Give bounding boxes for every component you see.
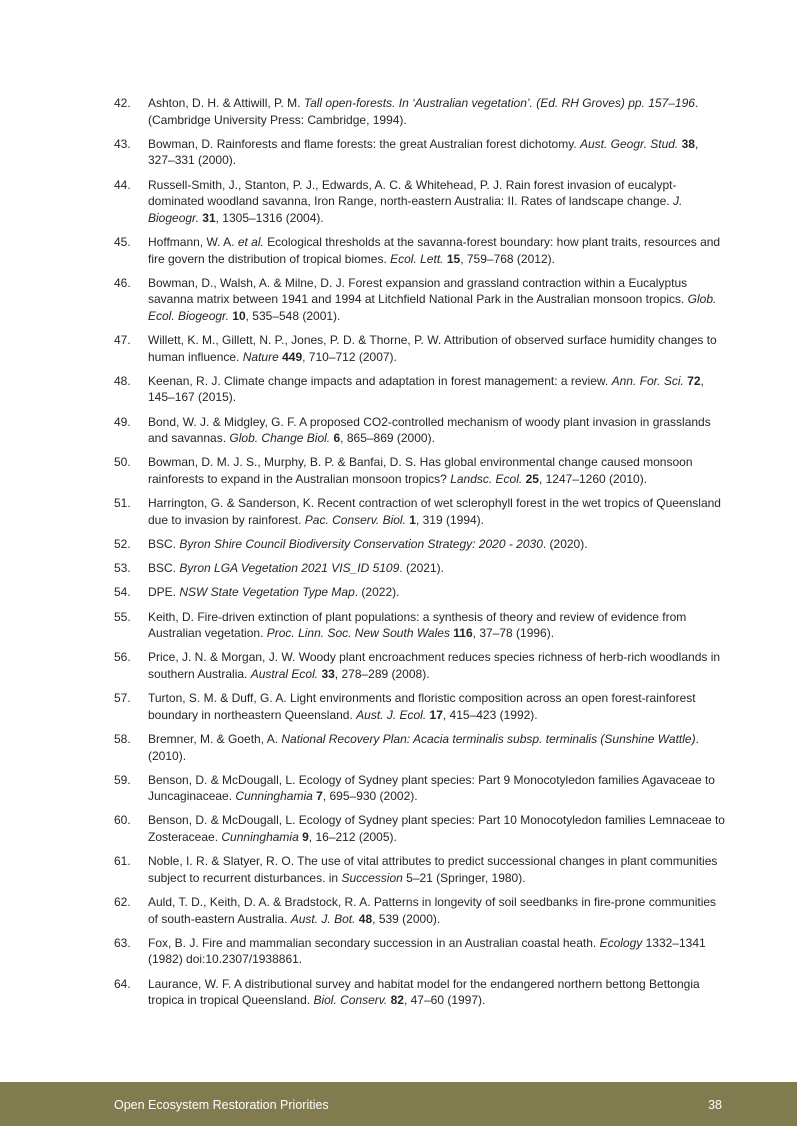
reference-text (148, 853, 726, 886)
reference-number: 59. (114, 772, 131, 787)
reference-italic: J. Biogeogr. (148, 194, 683, 225)
reference-text (148, 275, 726, 325)
reference-number: 58. (114, 731, 131, 746)
reference-volume: 6 (333, 431, 341, 446)
reference-italic: National Recovery Plan: Acacia terminalis subsp. terminalis (Sunshine Wattle) (281, 731, 696, 746)
reference-text (148, 454, 726, 487)
reference-volume: 7 (316, 789, 323, 804)
reference-text (148, 536, 726, 553)
reference-volume: 48 (358, 911, 373, 926)
reference-text (148, 560, 726, 577)
reference-segment: Fox, B. J. Fire and mammalian secondary succession in an Australian coastal heath. (148, 935, 600, 950)
reference-segment: 5–21 (Springer, 1980). (402, 870, 526, 885)
reference-italic: Aust. Geogr. Stud. (579, 136, 679, 151)
reference-segment: DPE. (148, 585, 180, 600)
reference-segment: , 535–548 (2001). (245, 308, 341, 323)
reference-item (114, 560, 726, 577)
reference-item (114, 373, 726, 406)
reference-segment: Hoffmann, W. A. (148, 234, 238, 249)
reference-segment: Noble, I. R. & Slatyer, R. O. The use of vital attributes to predict successional changes in plant communities subject to recurrent disturbances. in (148, 854, 718, 885)
reference-text (148, 731, 726, 764)
reference-segment: Bowman, D. Rainforests and flame forests: the great Australian forest dichotomy. (148, 136, 580, 151)
reference-item (114, 609, 726, 642)
reference-item (114, 332, 726, 365)
reference-volume: 449 (282, 349, 303, 364)
reference-segment: , 710–712 (2007). (302, 349, 397, 364)
reference-segment: Bremner, M. & Goeth, A. (148, 731, 282, 746)
reference-text (148, 609, 726, 642)
reference-text (148, 976, 726, 1009)
reference-item (114, 177, 726, 227)
reference-item (114, 772, 726, 805)
reference-number: 50. (114, 455, 131, 470)
reference-text (148, 373, 726, 406)
reference-segment: , 16–212 (2005). (308, 830, 397, 845)
reference-segment: , 539 (2000). (372, 911, 441, 926)
reference-text (148, 649, 726, 682)
reference-segment: Laurance, W. F. A distributional survey and habitat model for the endangered northern bettong Bettongia tropica in tropical Queensland. (148, 976, 700, 1008)
reference-text (148, 772, 726, 805)
reference-number: 62. (114, 895, 131, 910)
reference-text (148, 177, 726, 227)
reference-number: 61. (114, 854, 131, 869)
reference-item (114, 935, 726, 968)
page-number: 38 (708, 1098, 722, 1112)
reference-segment: . (2010). (148, 731, 699, 763)
reference-italic: Aust. J. Bot. (290, 911, 356, 926)
reference-item (114, 495, 726, 528)
reference-item (114, 812, 726, 845)
page-footer (0, 1082, 797, 1126)
reference-italic: Aust. J. Ecol. (356, 707, 427, 722)
reference-item (114, 275, 726, 325)
reference-item (114, 690, 726, 723)
reference-text (148, 812, 726, 845)
reference-volume: 72 (687, 373, 701, 388)
reference-segment: , 37–78 (1996). (472, 626, 555, 641)
reference-segment: , 327–331 (2000). (148, 136, 699, 168)
reference-italic: Ecol. Lett. (390, 251, 444, 266)
reference-segment: Harrington, G. & Sanderson, K. Recent contraction of wet sclerophyll forest in the wet tropics of Queensland due to invasion by rainforest. (148, 496, 721, 527)
reference-italic: Ecology (599, 935, 643, 950)
reference-volume: 82 (390, 993, 404, 1008)
reference-text (148, 95, 726, 128)
reference-text (148, 894, 726, 927)
reference-volume: 10 (232, 308, 246, 323)
reference-italic: Glob. Ecol. Biogeogr. (148, 292, 717, 323)
reference-segment: Willett, K. M., Gillett, N. P., Jones, P. D. & Thorne, P. W. Attribution of observed surface humidity changes to human influence. (148, 333, 717, 364)
reference-volume: 38 (681, 136, 695, 151)
reference-italic: NSW State Vegetation Type Map (179, 585, 355, 600)
reference-italic: Pac. Conserv. Biol. (304, 512, 406, 527)
reference-segment: Bond, W. J. & Midgley, G. F. A proposed CO2-controlled mechanism of woody plant invasion in grasslands and savannas. (148, 414, 711, 446)
reference-number: 57. (114, 691, 131, 706)
reference-segment: Bowman, D., Walsh, A. & Milne, D. J. Forest expansion and grassland contraction within a Eucalyptus savanna matrix between 1941 and 1994 at Litchfield National Park in the Australian monsoon tropics. (148, 275, 688, 307)
reference-list (114, 95, 726, 1016)
reference-number: 63. (114, 935, 131, 950)
reference-volume: 9 (302, 830, 309, 845)
reference-item (114, 731, 726, 764)
reference-segment: Keenan, R. J. Climate change impacts and adaptation in forest management: a review. (148, 373, 612, 388)
reference-italic: Glob. Change Biol. (229, 431, 331, 446)
reference-volume: 17 (429, 707, 443, 722)
reference-italic: Cunninghamia (235, 789, 313, 804)
reference-segment: . (Cambridge University Press: Cambridge, 1994). (148, 96, 699, 127)
reference-segment: , 415–423 (1992). (442, 707, 538, 722)
reference-text (148, 136, 726, 169)
reference-number: 52. (114, 537, 131, 551)
reference-segment: . (2020). (542, 537, 588, 551)
reference-italic: Landsc. Ecol. (450, 472, 523, 487)
reference-segment: Benson, D. & McDougall, L. Ecology of Sydney plant species: Part 10 Monocotyledon families Lemnaceae to Zosteraceae. (148, 813, 725, 845)
reference-item (114, 234, 726, 267)
reference-number: 45. (114, 234, 131, 249)
reference-segment: Ecological thresholds at the savanna-forest boundary: how plant traits, resources and fire govern the distribution of tropical biomes. (148, 234, 721, 266)
reference-item (114, 536, 726, 553)
reference-item (114, 454, 726, 487)
reference-segment: . (2022). (354, 585, 400, 600)
reference-number: 48. (114, 373, 131, 388)
reference-segment: , 759–768 (2012). (460, 251, 555, 266)
reference-number: 42. (114, 96, 131, 110)
reference-segment: , 278–289 (2008). (334, 666, 430, 681)
reference-number: 54. (114, 585, 131, 600)
reference-item (114, 894, 726, 927)
reference-italic: Tall open-forests. In ‘Australian vegetation’. (Ed. RH Groves) pp. 157–196 (303, 96, 695, 110)
reference-text (148, 414, 726, 447)
footer-title: Open Ecosystem Restoration Priorities (114, 1098, 329, 1112)
reference-volume: 25 (525, 472, 539, 487)
reference-segment: , 1305–1316 (2004). (215, 210, 324, 225)
reference-text (148, 332, 726, 365)
reference-number: 55. (114, 609, 131, 624)
reference-volume: 1 (409, 512, 416, 527)
reference-segment: Turton, S. M. & Duff, G. A. Light environments and floristic composition across an open forest-rainforest boundary in northeastern Queensland. (148, 691, 696, 722)
reference-segment: BSC. (148, 561, 180, 576)
reference-text (148, 690, 726, 723)
reference-number: 43. (114, 136, 131, 151)
reference-number: 53. (114, 561, 131, 576)
reference-text (148, 935, 726, 968)
reference-italic: Biol. Conserv. (313, 993, 388, 1008)
reference-segment: Bowman, D. M. J. S., Murphy, B. P. & Banfai, D. S. Has global environmental change caused monsoon rainforests to expand in the Australian monsoon tropics? (148, 455, 693, 487)
reference-segment: , 319 (1994). (415, 512, 484, 527)
reference-item (114, 976, 726, 1009)
reference-italic: Ann. For. Sci. (611, 373, 684, 388)
reference-italic: Byron Shire Council Biodiversity Conservation Strategy: 2020 - 2030 (179, 537, 543, 551)
reference-segment: Ashton, D. H. & Attiwill, P. M. (148, 96, 304, 110)
reference-item (114, 136, 726, 169)
reference-number: 46. (114, 275, 131, 290)
reference-number: 56. (114, 650, 131, 665)
reference-italic: Nature (242, 349, 279, 364)
reference-volume: 33 (321, 666, 335, 681)
reference-number: 51. (114, 496, 131, 511)
reference-italic: Byron LGA Vegetation 2021 VIS_ID 5109 (179, 561, 400, 576)
reference-volume: 31 (202, 210, 216, 225)
reference-italic: et al. (237, 234, 264, 249)
reference-segment: BSC. (148, 537, 180, 551)
reference-text (148, 234, 726, 267)
reference-italic: Austral Ecol. (250, 666, 319, 681)
reference-segment: Keith, D. Fire-driven extinction of plant populations: a synthesis of theory and review of evidence from Australian vegetation. (148, 609, 687, 641)
reference-segment: , 695–930 (2002). (322, 789, 418, 804)
reference-number: 49. (114, 414, 131, 429)
reference-segment: Price, J. N. & Morgan, J. W. Woody plant encroachment reduces species richness of herb-rich woodlands in southern Australia. (148, 650, 721, 681)
reference-segment: , 145–167 (2015). (148, 373, 704, 405)
reference-item (114, 95, 726, 128)
reference-italic: Proc. Linn. Soc. New South Wales (266, 626, 450, 641)
reference-italic: Succession (341, 870, 403, 885)
reference-segment: Benson, D. & McDougall, L. Ecology of Sydney plant species: Part 9 Monocotyledon families Agavaceae to Juncaginaceae. (148, 772, 715, 804)
reference-segment: Russell-Smith, J., Stanton, P. J., Edwards, A. C. & Whitehead, P. J. Rain forest invasion of eucalypt-dominated woodland savanna, Iron Range, north-eastern Australia: II. Rates of landscape change. (148, 177, 677, 209)
reference-italic: Cunninghamia (221, 830, 299, 845)
reference-volume: 15 (446, 251, 461, 266)
reference-item (114, 584, 726, 601)
reference-segment: , 47–60 (1997). (403, 993, 486, 1008)
reference-number: 44. (114, 177, 131, 192)
reference-segment: , 1247–1260 (2010). (538, 472, 648, 487)
reference-item (114, 649, 726, 682)
reference-segment: , 865–869 (2000). (340, 431, 435, 446)
reference-segment: . (2021). (399, 561, 444, 576)
reference-item (114, 853, 726, 886)
reference-text (148, 584, 726, 601)
reference-segment: Auld, T. D., Keith, D. A. & Bradstock, R. A. Patterns in longevity of soil seedbanks in fire-prone communities of south-eastern Australia. (148, 895, 717, 926)
reference-number: 64. (114, 976, 131, 991)
reference-item (114, 414, 726, 447)
reference-volume: 116 (453, 626, 473, 641)
reference-number: 60. (114, 813, 131, 828)
reference-text (148, 495, 726, 528)
reference-number: 47. (114, 333, 131, 348)
reference-segment: 1332–1341 (1982) doi:10.2307/1938861. (148, 935, 706, 967)
